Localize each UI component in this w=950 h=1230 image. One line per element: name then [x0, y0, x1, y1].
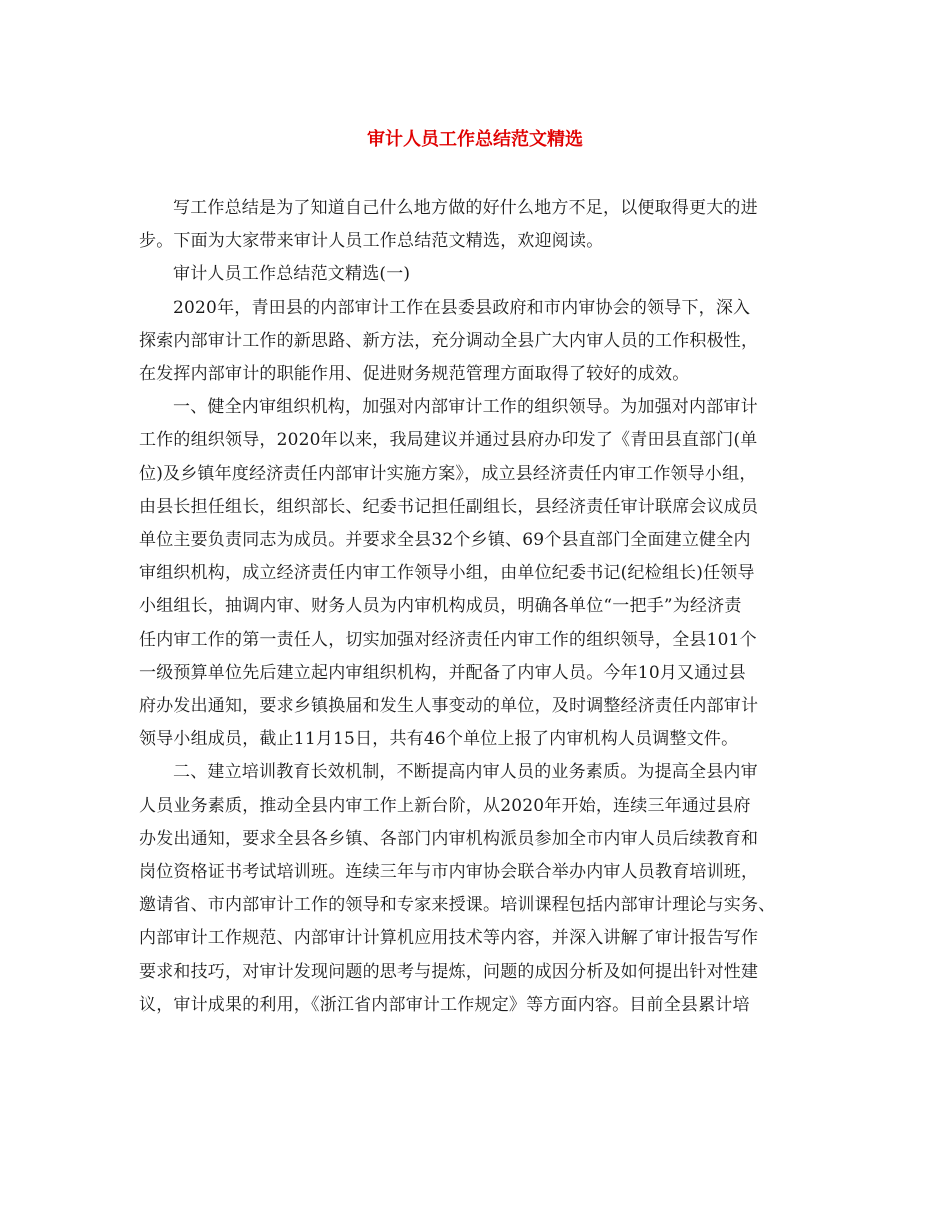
text-line: 在发挥内部审计的职能作用、促进财务规范管理方面取得了较好的成效。 — [139, 364, 690, 385]
text-line: 要求和技巧，对审计发现问题的思考与提炼，问题的成因分析及如何提出针对性建 — [139, 961, 759, 982]
text-line: 审计人员工作总结范文精选(一) — [173, 264, 411, 285]
text-line: 府办发出通知，要求乡镇换届和发生人事变动的单位，及时调整经济责任内部审计 — [139, 696, 759, 717]
text-line: 步。下面为大家带来审计人员工作总结范文精选，欢迎阅读。 — [139, 231, 604, 252]
text-line: 领导小组成员，截止11月15日，共有46个单位上报了内审机构人员调整文件。 — [139, 729, 739, 750]
document-title: 审计人员工作总结范文精选 — [367, 129, 583, 150]
paragraph-training — [139, 756, 819, 1022]
text-line: 内部审计工作规范、内部审计计算机应用技术等内容，并深入讲解了审计报告写作 — [139, 928, 759, 949]
text-line: 一级预算单位先后建立起内审组织机构，并配备了内审人员。今年10月又通过县 — [139, 662, 746, 683]
text-line: 2020年，青田县的内部审计工作在县委县政府和市内审协会的领导下，深入 — [173, 297, 751, 318]
text-line: 工作的组织领导，2020年以来，我局建议并通过县府办印发了《青田县直部门(单 — [139, 430, 758, 451]
text-line: 位)及乡镇年度经济责任内部审计实施方案》，成立县经济责任内审工作领导小组， — [139, 463, 757, 484]
paragraph-overview — [139, 292, 819, 392]
text-line: 岗位资格证书考试培训班。连续三年与市内审协会联合举办内审人员教育培训班， — [139, 862, 759, 883]
text-line: 任内审工作的第一责任人，切实加强对经济责任内审工作的组织领导，全县101个 — [139, 629, 757, 650]
text-line: 写工作总结是为了知道自己什么地方做的好什么地方不足，以便取得更大的进 — [173, 198, 758, 218]
document-body — [139, 192, 819, 1022]
text-line: 议，审计成果的利用，《浙江省内部审计工作规定》等方面内容。目前全县累计培 — [139, 994, 750, 1015]
text-line: 邀请省、市内部审计工作的领导和专家来授课。培训课程包括内部审计理论与实务、 — [139, 895, 776, 916]
paragraph-organization — [139, 391, 819, 756]
text-line: 单位主要负责同志为成员。并要求全县32个乡镇、69个县直部门全面建立健全内 — [139, 530, 751, 551]
text-line: 审组织机构，成立经济责任内审工作领导小组，由单位纪委书记(纪检组长)任领导 — [139, 563, 755, 584]
text-line: 由县长担任组长，组织部长、纪委书记担任副组长，县经济责任审计联席会议成员 — [139, 496, 759, 517]
text-line: 二、建立培训教育长效机制，不断提高内审人员的业务素质。为提高全县内审 — [173, 762, 758, 783]
text-line: 办发出通知，要求全县各乡镇、各部门内审机构派员参加全市内审人员后续教育和 — [139, 828, 759, 849]
text-line: 小组组长，抽调内审、财务人员为内审机构成员，明确各单位“一把手”为经济责 — [139, 596, 742, 617]
text-line: 探索内部审计工作的新思路、新方法，充分调动全县广大内审人员的工作积极性， — [139, 330, 759, 351]
section-heading — [139, 258, 819, 291]
text-line: 人员业务素质，推动全县内审工作上新台阶，从2020年开始，连续三年通过县府 — [139, 795, 751, 816]
paragraph-intro — [139, 192, 819, 258]
text-line: 一、健全内审组织机构，加强对内部审计工作的组织领导。为加强对内部审计 — [173, 397, 758, 418]
